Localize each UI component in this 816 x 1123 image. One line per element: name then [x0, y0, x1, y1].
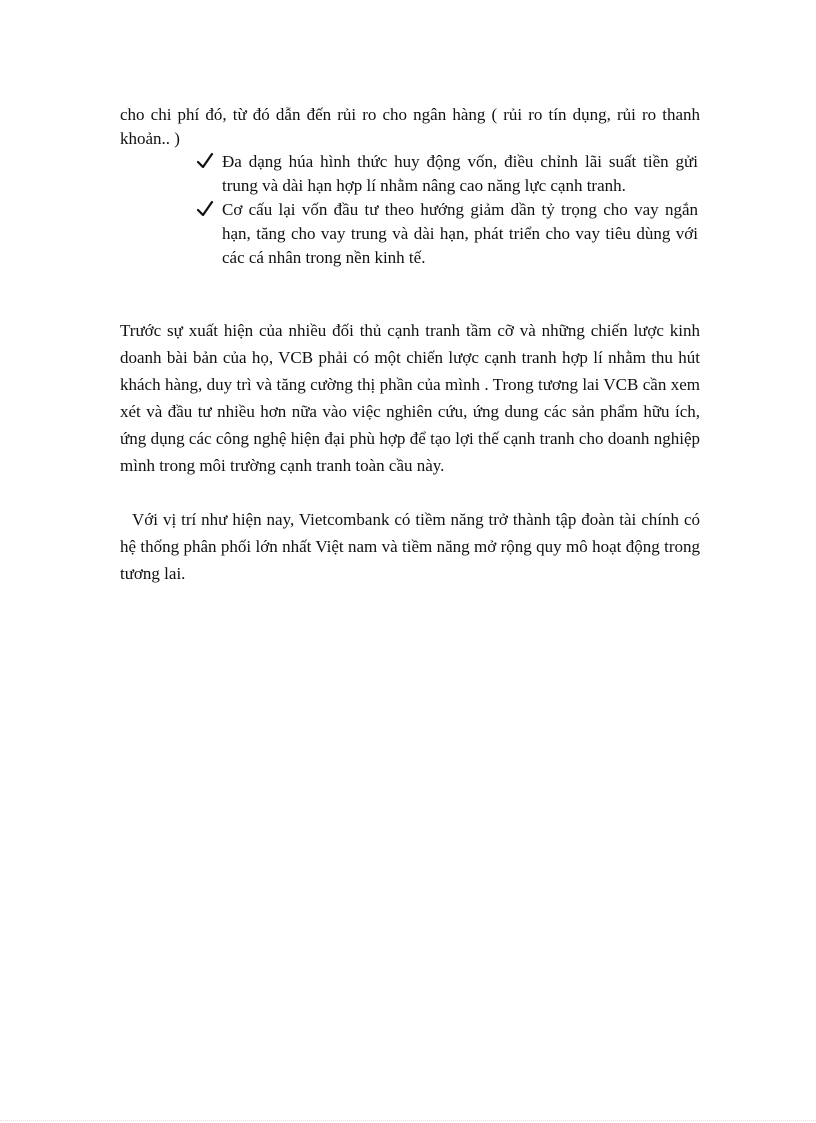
check-icon	[196, 150, 214, 172]
paragraph-vietcombank: Với vị trí như hiện nay, Vietcombank có tiềm năng trở thành tập đoàn tài chính có hệ thống phân phối lớn nhất Việt nam và tiềm năng mở rộng quy mô hoạt động trong tương lai.	[120, 510, 700, 583]
page-bottom-divider	[0, 1120, 816, 1121]
intro-paragraph: cho chi phí đó, từ đó dẫn đến rủi ro cho ngân hàng ( rủi ro tín dụng, rủi ro thanh khoản.. )	[120, 105, 700, 148]
check-icon	[196, 198, 214, 220]
bullet-text: Cơ cấu lại vốn đầu tư theo hướng giảm dần tỷ trọng cho vay ngắn hạn, tăng cho vay trung và dài hạn, phát triển cho vay tiêu dùng với các cá nhân trong nền kinh tế.	[222, 200, 698, 267]
bullet-item	[196, 198, 698, 270]
bullet-text: Đa dạng húa hình thức huy động vốn, điều chỉnh lãi suất tiền gửi trung và dài hạn hợp lí nhằm nâng cao năng lực cạnh tranh.	[222, 152, 698, 195]
bullet-item	[196, 150, 698, 198]
bullet-list	[196, 150, 698, 270]
paragraph-competition: Trước sự xuất hiện của nhiều đối thủ cạnh tranh tầm cỡ và những chiến lược kinh doanh bài bản của họ, VCB phải có một chiến lược cạnh tranh hợp lí nhằm thu hút khách hàng, duy trì và tăng cường thị phần của mình . Trong tương lai VCB cần xem xét và đầu tư nhiều hơn nữa vào việc nghiên cứu, ứng dung các sản phẩm hữu ích, ứng dụng các công nghệ hiện đại phù hợp để tạo lợi thế cạnh tranh cho doanh nghiệp mình trong môi trường cạnh tranh toàn cầu này.	[120, 321, 700, 475]
